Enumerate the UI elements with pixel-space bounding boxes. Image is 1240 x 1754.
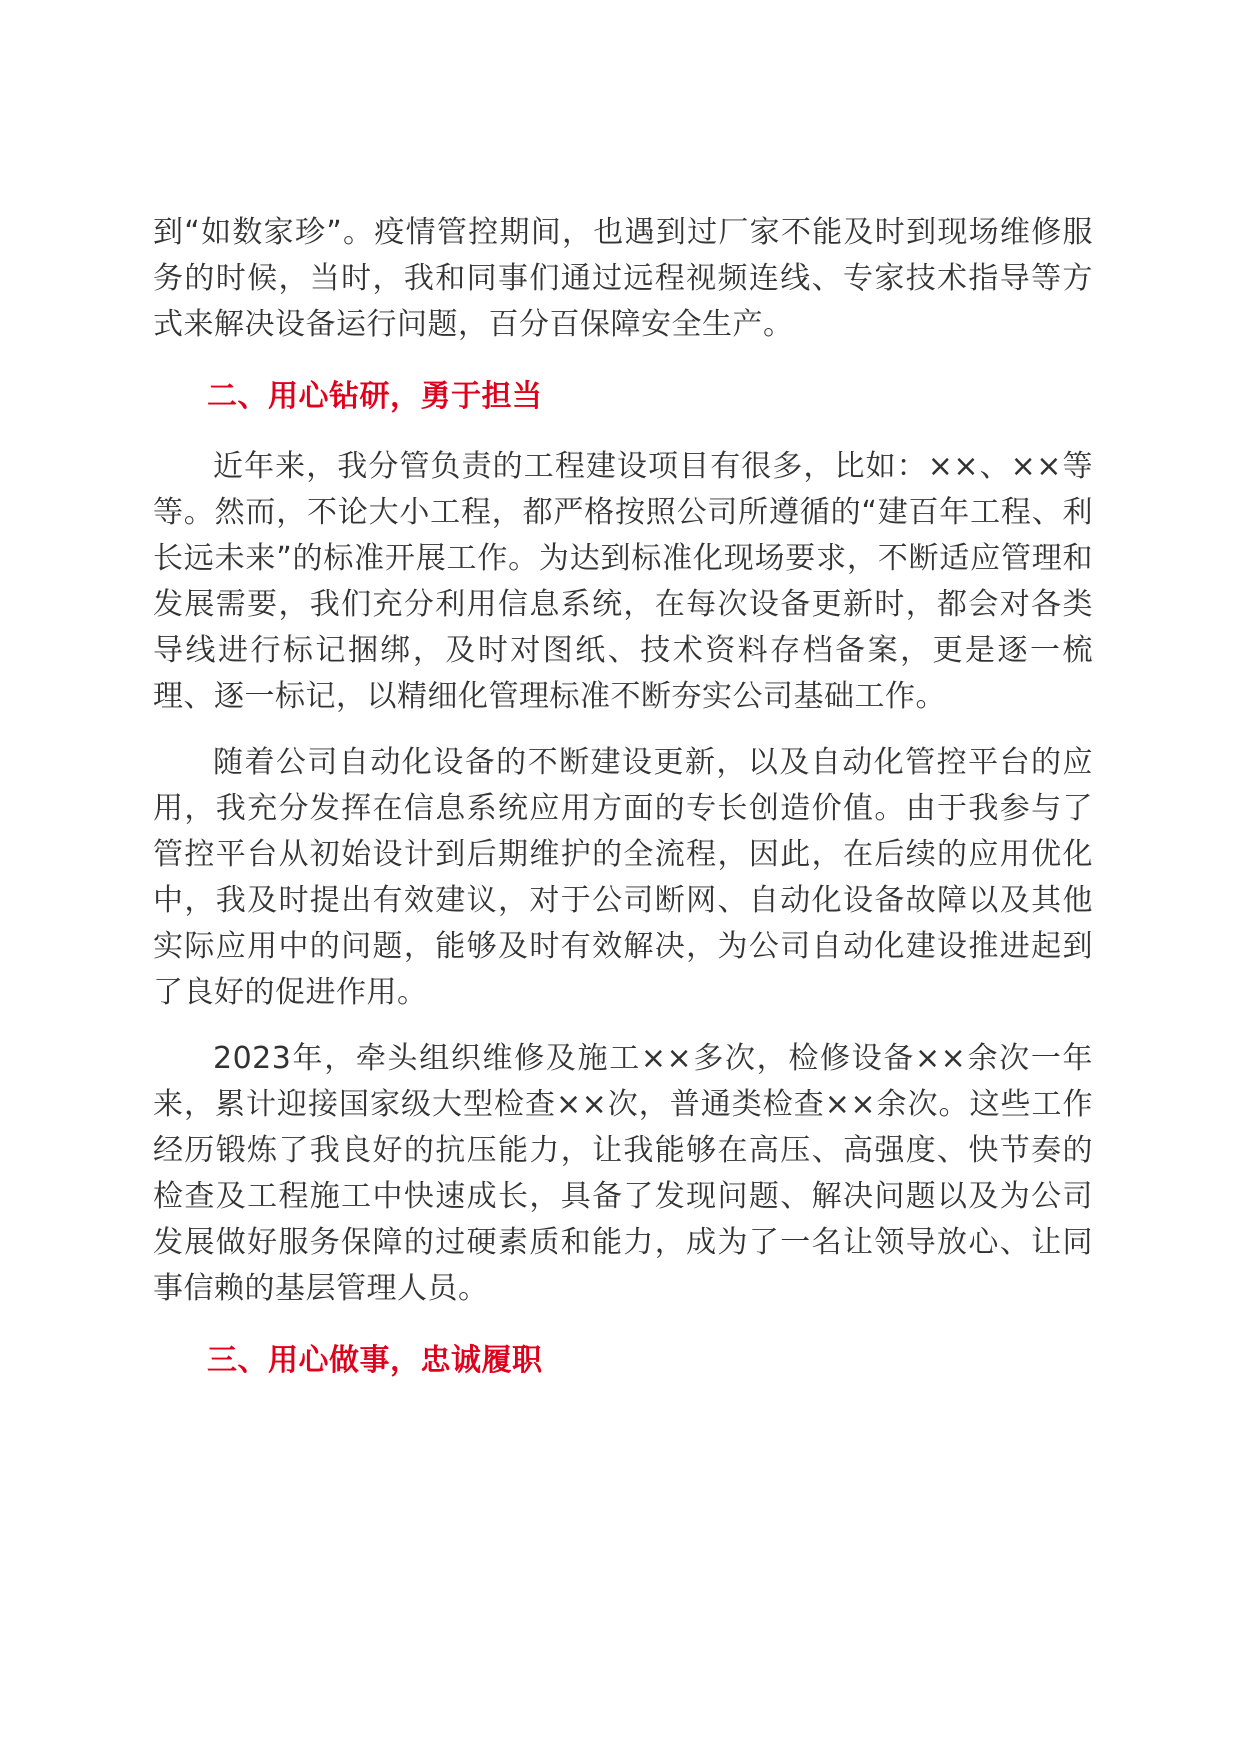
paragraph-engineering-projects: 近年来，我分管负责的工程建设项目有很多，比如：××、××等等。然而，不论大小工程，都严格按照公司所遵循的“建百年工程、利长远未来”的标准开展工作。为达到标准化现场要求，不断适应管理和发展需要，我们充分利用信息系统，在每次设备更新时，都会对各类导线进行标记捆绑，及时对图纸、技术资料存档备案，更是逐一梳理、逐一标记，以精细化管理标准不断夯实公司基础工作。 (153, 449, 1093, 714)
section-heading-3: 三、用心做事，忠诚履职 (207, 1343, 543, 1378)
paragraph-2023-summary: 2023年，牵头组织维修及施工××多次，检修设备××余次一年来，累计迎接国家级大型检查××次，普通类检查××余次。这些工作经历锻炼了我良好的抗压能力，让我能够在高压、高强度、快节奏的检查及工程施工中快速成长，具备了发现问题、解决问题以及为公司发展做好服务保障的过硬素质和能力，成为了一名让领导放心、让同事信赖的基层管理人员。 (153, 1041, 1093, 1306)
section-heading-2: 二、用心钻研，勇于担当 (207, 379, 543, 414)
document-page (153, 210, 1093, 1408)
paragraph-intro-continued: 到“如数家珍”。疫情管控期间，也遇到过厂家不能及时到现场维修服务的时候，当时，我和同事们通过远程视频连线、专家技术指导等方式来解决设备运行问题，百分百保障安全生产。 (153, 215, 1093, 342)
paragraph-automation-platform: 随着公司自动化设备的不断建设更新，以及自动化管控平台的应用，我充分发挥在信息系统应用方面的专长创造价值。由于我参与了管控平台从初始设计到后期维护的全流程，因此，在后续的应用优化中，我及时提出有效建议，对于公司断网、自动化设备故障以及其他实际应用中的问题，能够及时有效解决，为公司自动化建设推进起到了良好的促进作用。 (153, 745, 1093, 1010)
